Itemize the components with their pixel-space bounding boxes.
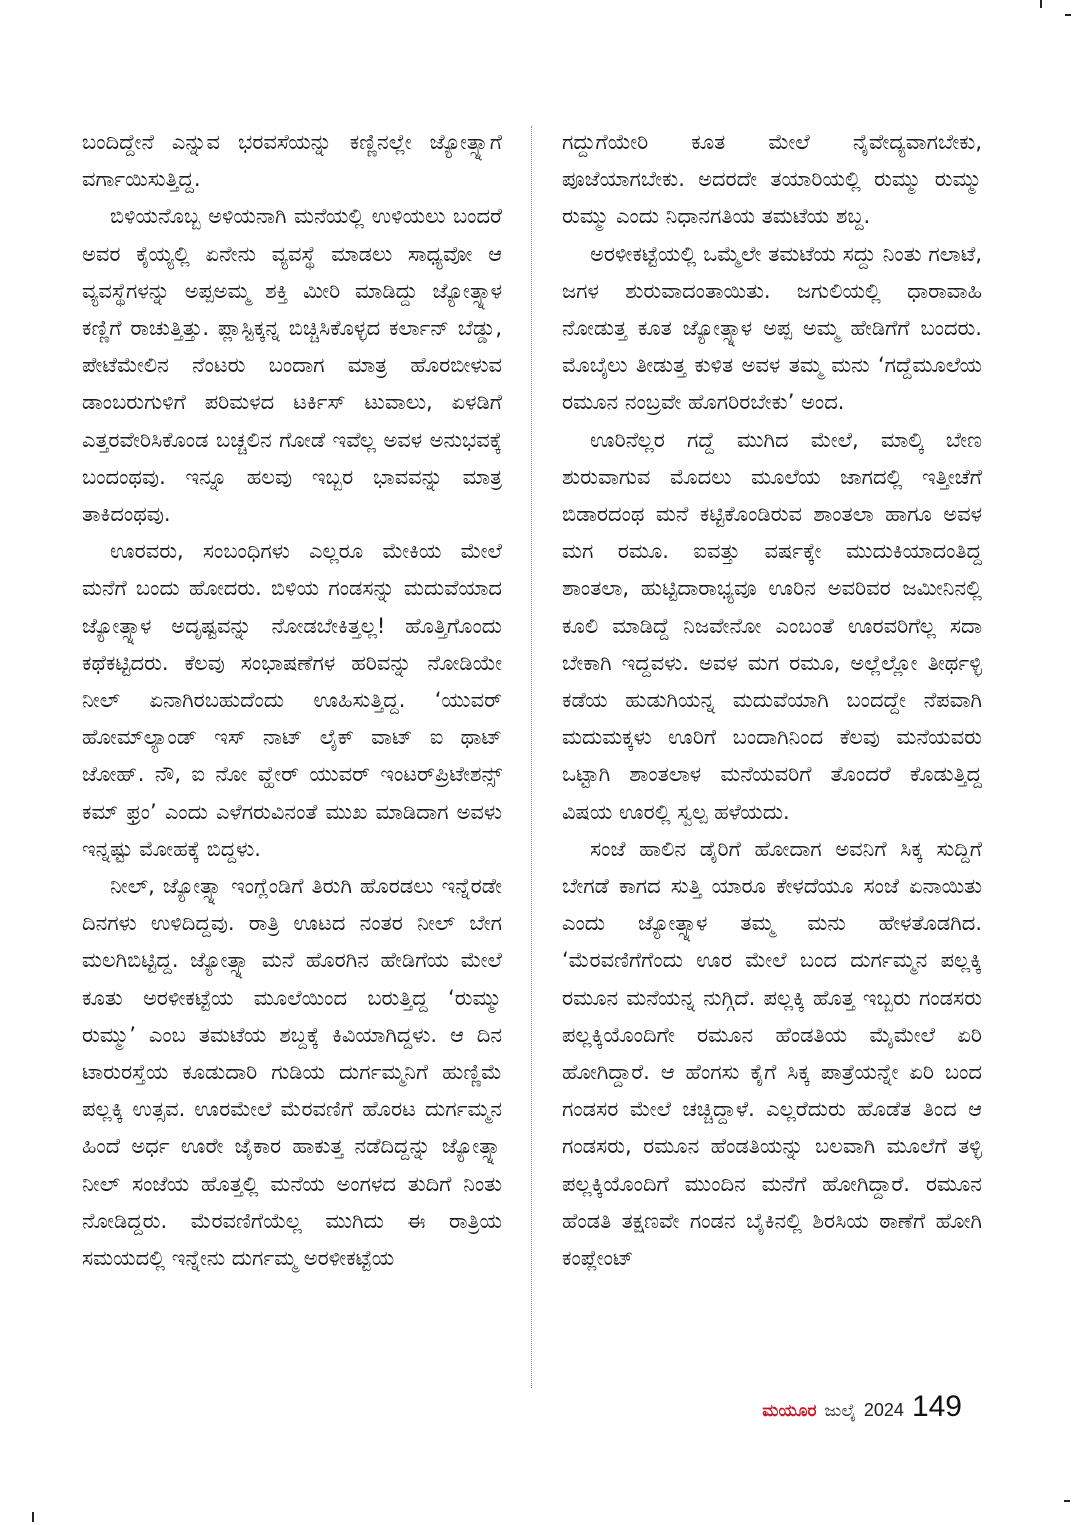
- paragraph: ನೀಲ್, ಜ್ಯೋತ್ಸ್ನಾ ಇಂಗ್ಲೆಂಡಿಗೆ ತಿರುಗಿ ಹೊರಡಲು ಇನ್ನೆರಡೇ ದಿನಗಳು ಉಳಿದಿದ್ದವು. ರಾತ್ರಿ ಊಟದ ನಂತರ ನೀಲ್ ಬೇಗ ಮಲಗಿಬಿಟ್ಟಿದ್ದ. ಜ್ಯೋತ್ಸ್ನಾ ಮನೆ ಹೊರಗಿನ ಹೇಡಿಗೆಯ ಮೇಲೆ ಕೂತು ಅರಳೀಕಟ್ಟೆಯ ಮೂಲೆಯಿಂದ ಬರುತ್ತಿದ್ದ ‘ರುಮ್ಮು ರುಮ್ಮು’ ಎಂಬ ತಮಟೆಯ ಶಬ್ದಕ್ಕೆ ಕಿವಿಯಾಗಿದ್ದಳು. ಆ ದಿನ ಟಾರುರಸ್ತೆಯ ಕೂಡುದಾರಿ ಗುಡಿಯ ದುರ್ಗಮ್ಮನಿಗೆ ಹುಣ್ಣಿಮೆ ಪಲ್ಲಕ್ಕಿ ಉತ್ಸವ. ಊರಮೇಲೆ ಮೆರವಣಿಗೆ ಹೊರಟ ದುರ್ಗಮ್ಮನ ಹಿಂದೆ ಅರ್ಧ ಊರೇ ಜೈಕಾರ ಹಾಕುತ್ತ ನಡೆದಿದ್ದನ್ನು ಜ್ಯೋತ್ಸ್ನಾ ನೀಲ್ ಸಂಜೆಯ ಹೊತ್ತಲ್ಲಿ ಮನೆಯ ಅಂಗಳದ ತುದಿಗೆ ನಿಂತು ನೋಡಿದ್ದರು. ಮೆರವಣಿಗೆಯೆಲ್ಲ ಮುಗಿದು ಈ ರಾತ್ರಿಯ ಸಮಯದಲ್ಲಿ ಇನ್ನೇನು ದುರ್ಗಮ್ಮ ಅರಳೀಕಟ್ಟೆಯ: [82, 874, 502, 1271]
- crop-mark: [1040, 0, 1042, 8]
- crop-mark: [1065, 14, 1071, 16]
- right-text-column: [562, 124, 982, 1389]
- issue-year: 2024: [863, 1400, 904, 1420]
- paragraph: ಊರಿನೆಲ್ಲರ ಗದ್ದೆ ಮುಗಿದ ಮೇಲೆ, ಮಾಲ್ಕಿ ಬೇಣ ಶುರುವಾಗುವ ಮೊದಲು ಮೂಲೆಯ ಜಾಗದಲ್ಲಿ ಇತ್ತೀಚೆಗೆ ಬಿಡಾರದಂಥ ಮನೆ ಕಟ್ಟಿಕೊಂಡಿರುವ ಶಾಂತಲಾ ಹಾಗೂ ಅವಳ ಮಗ ರಮೂ. ಐವತ್ತು ವರ್ಷಕ್ಕೇ ಮುದುಕಿಯಾದಂತಿದ್ದ ಶಾಂತಲಾ, ಹುಟ್ಟಿದಾರಾಭ್ಯವೂ ಊರಿನ ಅವರಿವರ ಜಮೀನಿನಲ್ಲಿ ಕೂಲಿ ಮಾಡಿದ್ದೆ ನಿಜವೇನೋ ಎಂಬಂತೆ ಊರವರಿಗೆಲ್ಲ ಸದಾ ಬೇಕಾಗಿ ಇದ್ದವಳು. ಅವಳ ಮಗ ರಮೂ, ಅಲ್ಲೆಲ್ಲೋ ತೀರ್ಥಳ್ಳಿ ಕಡೆಯ ಹುಡುಗಿಯನ್ನ ಮದುವೆಯಾಗಿ ಬಂದದ್ದೇ ನೆಪವಾಗಿ ಮದುಮಕ್ಕಳು ಊರಿಗೆ ಬಂದಾಗಿನಿಂದ ಕೆಲವು ಮನೆಯವರು ಒಟ್ಟಾಗಿ ಶಾಂತಲಾಳ ಮನೆಯವರಿಗೆ ತೊಂದರೆ ಕೊಡುತ್ತಿದ್ದ ವಿಷಯ ಊರಲ್ಲಿ ಸ್ವಲ್ಪ ಹಳೆಯದು.: [562, 427, 982, 824]
- paragraph: ಊರವರು, ಸಂಬಂಧಿಗಳು ಎಲ್ಲರೂ ಮೇಕಿಯ ಮೇಲೆ ಮನೆಗೆ ಬಂದು ಹೋದರು. ಬಿಳಿಯ ಗಂಡಸನ್ನು ಮದುವೆಯಾದ ಜ್ಯೋತ್ಸ್ನಾಳ ಅದೃಷ್ಟವನ್ನು ನೋಡಬೇಕಿತ್ತಲ್ಲ! ಹೊತ್ತಿಗೊಂದು ಕಥೆಕಟ್ಟಿದರು. ಕೆಲವು ಸಂಭಾಷಣೆಗಳ ಹರಿವನ್ನು ನೋಡಿಯೇ ನೀಲ್ ಏನಾಗಿರಬಹುದೆಂದು ಊಹಿಸುತ್ತಿದ್ದ. ‘ಯುವರ್ ಹೋಮ್‌ಲ್ಯಾಂಡ್ ಇಸ್ ನಾಟ್ ಲೈಕ್ ವಾಟ್ ಐ ಥಾಟ್ ಜೋಹ್. ನೌ, ಐ ನೋ ವ್ಹೇರ್ ಯುವರ್ ಇಂಟರ್‌ಪ್ರಿಟೇಶನ್ಸ್ ಕಮ್ ಫ್ರಂ’ ಎಂದು ಎಳೆಗರುವಿನಂತೆ ಮುಖ ಮಾಡಿದಾಗ ಅವಳು ಇನ್ನಷ್ಟು ಮೋಹಕ್ಕೆ ಬಿದ್ದಳು.: [82, 539, 502, 861]
- issue-month: ಜುಲೈ: [824, 1401, 856, 1421]
- paragraph: ಸಂಜೆ ಹಾಲಿನ ಡೈರಿಗೆ ಹೋದಾಗ ಅವನಿಗೆ ಸಿಕ್ಕ ಸುದ್ದಿಗೆ ಬೇಗಡೆ ಕಾಗದ ಸುತ್ತಿ ಯಾರೂ ಕೇಳದೆಯೂ ಸಂಜೆ ಏನಾಯಿತು ಎಂದು ಜ್ಯೋತ್ಸ್ನಾಳ ತಮ್ಮ ಮನು ಹೇಳತೊಡಗಿದ. ‘ಮೆರವಣಿಗೆಗೆಂದು ಊರ ಮೇಲೆ ಬಂದ ದುರ್ಗಮ್ಮನ ಪಲ್ಲಕ್ಕಿ ರಮೂನ ಮನೆಯನ್ನ ನುಗ್ಗಿದೆ. ಪಲ್ಲಕ್ಕಿ ಹೊತ್ತ ಇಬ್ಬರು ಗಂಡಸರು ಪಲ್ಲಕ್ಕಿಯೊಂದಿಗೇ ರಮೂನ ಹೆಂಡತಿಯ ಮೈಮೇಲೆ ಏರಿ ಹೋಗಿದ್ದಾರೆ. ಆ ಹೆಂಗಸು ಕೈಗೆ ಸಿಕ್ಕ ಪಾತ್ರೆಯನ್ನೇ ಏರಿ ಬಂದ ಗಂಡಸರ ಮೇಲೆ ಚಚ್ಚಿದ್ದಾಳೆ. ಎಲ್ಲರೆದುರು ಹೊಡೆತ ತಿಂದ ಆ ಗಂಡಸರು, ರಮೂನ ಹೆಂಡತಿಯನ್ನು ಬಲವಾಗಿ ಮೂಲೆಗೆ ತಳ್ಳಿ ಪಲ್ಲಕ್ಕಿಯೊಂದಿಗೆ ಮುಂದಿನ ಮನೆಗೆ ಹೋಗಿದ್ದಾರೆ. ರಮೂನ ಹೆಂಡತಿ ತಕ್ಷಣವೇ ಗಂಡನ ಬೈಕಿನಲ್ಲಿ ಶಿರಸಿಯ ಠಾಣೆಗೆ ಹೋಗಿ ಕಂಪ್ಲೇಂಟ್: [562, 836, 982, 1271]
- paragraph: ಅರಳೀಕಟ್ಟೆಯಲ್ಲಿ ಒಮ್ಮೆಲೇ ತಮಟೆಯ ಸದ್ದು ನಿಂತು ಗಲಾಟೆ, ಜಗಳ ಶುರುವಾದಂತಾಯಿತು. ಜಗುಲಿಯಲ್ಲಿ ಧಾರಾವಾಹಿ ನೋಡುತ್ತ ಕೂತ ಜ್ಯೋತ್ಸ್ನಾಳ ಅಪ್ಪ ಅಮ್ಮ ಹೇಡಿಗೆಗೆ ಬಂದರು. ಮೊಬೈಲು ತೀಡುತ್ತ ಕುಳಿತ ಅವಳ ತಮ್ಮ ಮನು ‘ಗದ್ದೆಮೂಲೆಯ ರಮೂನ ನಂಬ್ರವೇ ಹೊಗರಿರಬೇಕು’ ಅಂದ.: [562, 241, 982, 415]
- paragraph: ಬಂದಿದ್ದೇನೆ ಎನ್ನುವ ಭರವಸೆಯನ್ನು ಕಣ್ಣಿನಲ್ಲೇ ಜ್ಯೋತ್ಸ್ನಾಗೆ ವರ್ಗಾಯಿಸುತ್ತಿದ್ದ.: [82, 130, 502, 192]
- crop-mark: [32, 1512, 34, 1522]
- page-number: 149: [911, 1390, 962, 1423]
- magazine-logo: ಮಯೂರ: [762, 1401, 817, 1421]
- paragraph: ಗದ್ದುಗೆಯೇರಿ ಕೂತ ಮೇಲೆ ನೈವೇದ್ಯವಾಗಬೇಕು, ಪೂಜೆಯಾಗಬೇಕು. ಅದರದೇ ತಯಾರಿಯಲ್ಲಿ ರುಮ್ಮು ರುಮ್ಮು ರುಮ್ಮು ಎಂದು ನಿಧಾನಗತಿಯ ತಮಟೆಯ ಶಬ್ದ.: [562, 130, 982, 229]
- paragraph: ಬಿಳಿಯನೊಬ್ಬ ಅಳಿಯನಾಗಿ ಮನೆಯಲ್ಲಿ ಉಳಿಯಲು ಬಂದರೆ ಅವರ ಕೈಯ್ಯಲ್ಲಿ ಏನೇನು ವ್ಯವಸ್ಥೆ ಮಾಡಲು ಸಾಧ್ಯವೋ ಆ ವ್ಯವಸ್ಥೆಗಳನ್ನು ಅಪ್ಪಅಮ್ಮ ಶಕ್ತಿ ಮೀರಿ ಮಾಡಿದ್ದು ಜ್ಯೋತ್ಸ್ನಾಳ ಕಣ್ಣಿಗೆ ರಾಚುತ್ತಿತ್ತು. ಪ್ಲಾಸ್ಟಿಕ್ಕನ್ನ ಬಿಚ್ಚಿಸಿಕೊಳ್ಳದ ಕರ್ಲಾನ್ ಬೆಡ್ಡು, ಪೇಟೆಮೇಲಿನ ನೆಂಟರು ಬಂದಾಗ ಮಾತ್ರ ಹೊರಬೀಳುವ ಡಾಂಬರುಗುಳಿಗೆ ಪರಿಮಳದ ಟರ್ಕಿಸ್ ಟುವಾಲು, ಏಳಡಿಗೆ ಎತ್ತರವೇರಿಸಿಕೊಂಡ ಬಚ್ಚಲಿನ ಗೋಡೆ ಇವೆಲ್ಲ ಅವಳ ಅನುಭವಕ್ಕೆ ಬಂದಂಥವು. ಇನ್ನೂ ಹಲವು ಇಬ್ಬರ ಭಾವವನ್ನು ಮಾತ್ರ ತಾಕಿದಂಥವು.: [82, 204, 502, 527]
- page-footer: [762, 1390, 962, 1430]
- column-divider: [531, 126, 533, 1388]
- crop-mark: [1064, 1500, 1070, 1502]
- left-text-column: [82, 124, 502, 1389]
